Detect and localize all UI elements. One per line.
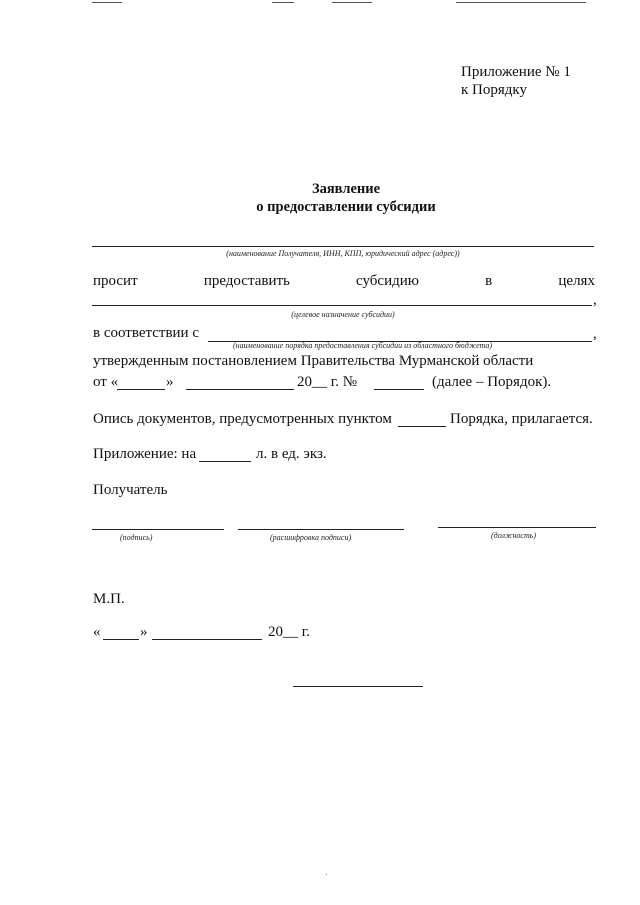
document-title: Заявление (311, 181, 381, 197)
date-close: » (140, 624, 148, 640)
signature-field-line[interactable] (92, 529, 224, 530)
decoding-caption: (расшифровка подписи) (270, 533, 352, 542)
recipient-label: Получатель (93, 482, 168, 498)
scan-artifact (332, 2, 372, 3)
date-year: 20__ г. (268, 624, 310, 640)
attachment-text-end: л. в ед. экз. (256, 446, 327, 462)
request-word: субсидию (356, 273, 419, 289)
scan-artifact (272, 2, 294, 3)
annex-reference: к Порядку (461, 82, 527, 98)
from-prefix: от « (93, 374, 119, 390)
procedure-comma: , (593, 326, 597, 342)
purpose-comma: , (593, 292, 597, 308)
request-word: в (485, 273, 493, 289)
procedure-caption: (наименование порядка предоставления субсидии из областного бюджета) (233, 341, 493, 350)
sheets-field-line[interactable] (199, 461, 251, 462)
date-month-line[interactable] (152, 639, 262, 640)
further-label: (далее – Порядок). (432, 374, 552, 390)
purpose-caption: (целевое назначение субсидии) (291, 310, 395, 319)
closing-separator (293, 686, 423, 687)
stamp-place: М.П. (93, 591, 125, 607)
date-day-line[interactable] (103, 639, 139, 640)
from-close: » (166, 374, 174, 390)
approved-text: утвержденным постановлением Правительства Мурманской области (93, 353, 534, 369)
inventory-text-end: Порядка, прилагается. (450, 411, 593, 427)
scan-artifact (92, 2, 122, 3)
year-number-label: 20__ г. № (297, 374, 358, 390)
according-label: в соответствии с (93, 325, 199, 341)
scan-speck (326, 874, 327, 875)
request-word: целях (558, 273, 595, 289)
request-word: просит (93, 273, 138, 289)
day-field-line[interactable] (117, 389, 165, 390)
scan-artifact (456, 2, 586, 3)
request-word: предоставить (203, 273, 290, 289)
signature-caption: (подпись) (120, 533, 153, 542)
position-caption: (должность) (491, 531, 537, 540)
date-open: « (93, 624, 101, 640)
request-line (93, 273, 595, 290)
month-field-line[interactable] (186, 389, 294, 390)
document-subtitle: о предоставлении субсидии (256, 199, 436, 215)
annex-number: Приложение № 1 (461, 64, 571, 80)
number-field-line[interactable] (374, 389, 424, 390)
recipient-caption: (наименование Получателя, ИНН, КПП, юридический адрес (адрес)) (226, 249, 460, 258)
attachment-label: Приложение: на (93, 446, 197, 462)
inventory-text: Опись документов, предусмотренных пунктом (93, 411, 392, 427)
clause-field-line[interactable] (398, 426, 446, 427)
decoding-field-line[interactable] (238, 529, 404, 530)
purpose-field-line[interactable] (92, 305, 592, 306)
position-field-line[interactable] (438, 527, 596, 528)
recipient-field-line[interactable] (92, 246, 594, 247)
